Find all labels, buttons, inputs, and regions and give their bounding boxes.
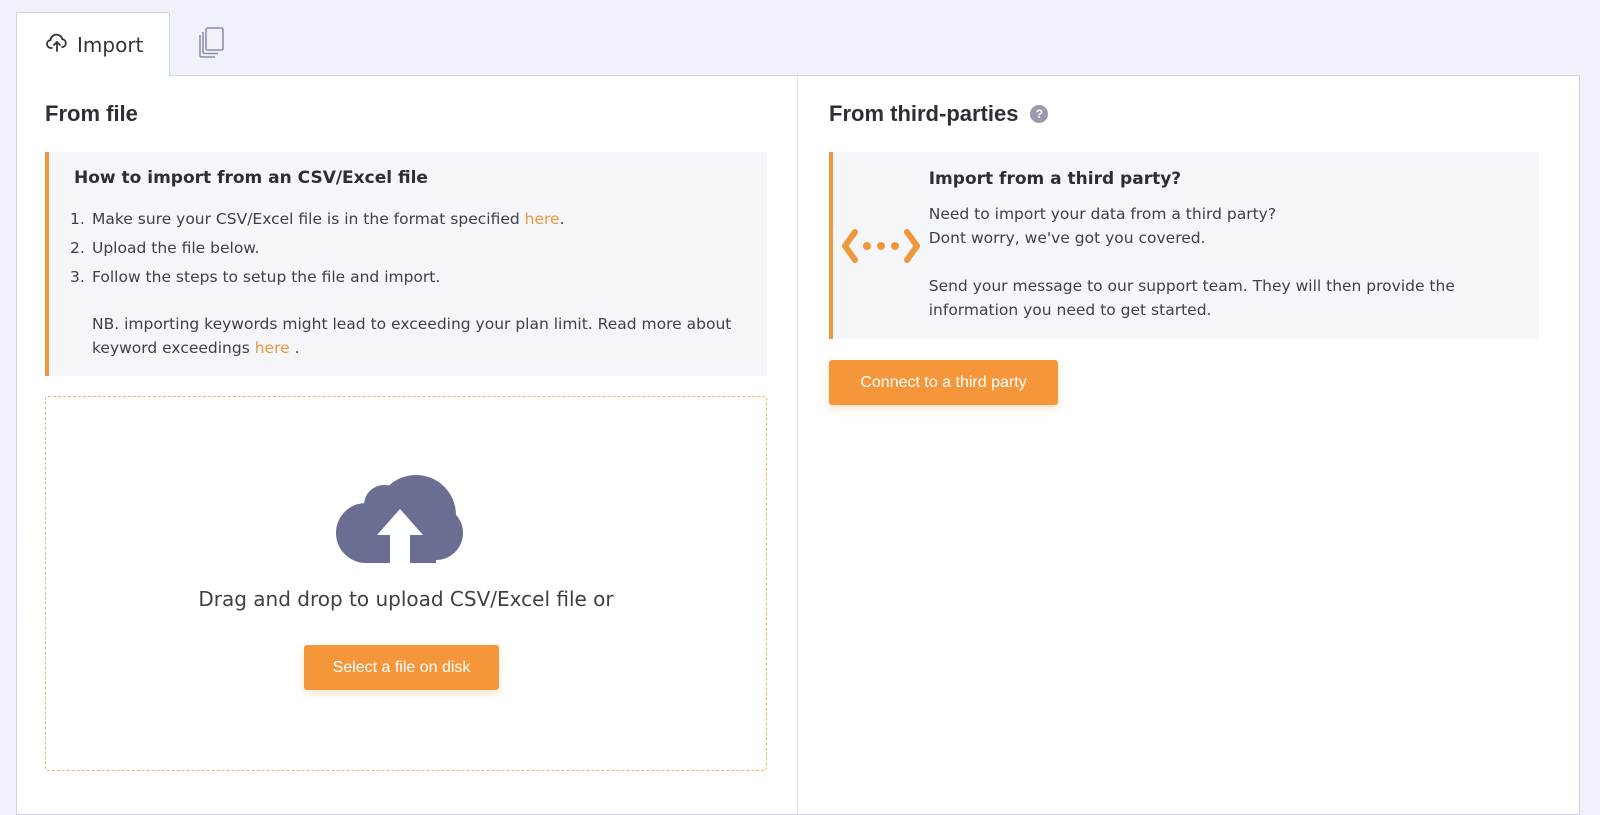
csv-instructions-box xyxy=(45,152,767,376)
step-text: Make sure your CSV/Excel file is in the format specified here. xyxy=(92,209,565,228)
third-party-line-1: Need to import your data from a third party? xyxy=(928,205,1277,223)
steps-list xyxy=(70,204,737,291)
tab-import-label: Import xyxy=(77,33,144,57)
third-party-info-box xyxy=(829,152,1539,339)
csv-instructions-heading: How to import from an CSV/Excel file xyxy=(74,168,428,188)
help-icon[interactable]: ? xyxy=(1030,105,1048,123)
step-number: 3. xyxy=(70,267,85,286)
third-party-heading: Import from a third party? xyxy=(928,169,1182,189)
from-file-title: From file xyxy=(45,101,138,126)
cloud-upload-icon xyxy=(45,31,69,60)
third-party-line-3: Send your message to our support team. They will then provide the information you need to get started. xyxy=(928,277,1455,319)
select-file-button[interactable]: Select a file on disk xyxy=(304,645,499,690)
third-party-info-text xyxy=(929,168,1519,323)
column-divider xyxy=(797,76,798,814)
step-text: Follow the steps to setup the file and import. xyxy=(92,267,441,286)
plan-limit-note: NB. importing keywords might lead to exceeding your plan limit. Read more about keyword exceedings here . xyxy=(92,315,732,357)
list-item xyxy=(70,204,737,233)
copy-icon xyxy=(198,26,226,63)
format-spec-link[interactable]: here xyxy=(524,209,560,228)
third-party-line-2: Dont worry, we've got you covered. xyxy=(928,229,1206,247)
step-text: Upload the file below. xyxy=(92,238,260,257)
from-third-parties-label: From third-parties xyxy=(829,101,1019,126)
file-dropzone[interactable] xyxy=(45,396,767,771)
tab-bar xyxy=(16,12,226,76)
dropzone-text: Drag and drop to upload CSV/Excel file or xyxy=(198,587,614,611)
list-item xyxy=(70,262,737,291)
tab-import[interactable] xyxy=(16,12,170,77)
cloud-upload-icon xyxy=(336,475,464,569)
keyword-exceedings-link[interactable]: here xyxy=(254,339,290,357)
from-third-parties-section xyxy=(829,76,1539,405)
import-panel xyxy=(16,75,1580,815)
list-item xyxy=(70,233,737,262)
data-transfer-icon xyxy=(833,168,929,323)
from-third-parties-title xyxy=(829,100,1539,128)
from-file-section xyxy=(45,76,767,771)
step-number: 2. xyxy=(70,238,85,257)
tab-copy[interactable] xyxy=(170,12,226,76)
connect-third-party-button[interactable]: Connect to a third party xyxy=(829,360,1058,405)
step-number: 1. xyxy=(70,209,85,228)
